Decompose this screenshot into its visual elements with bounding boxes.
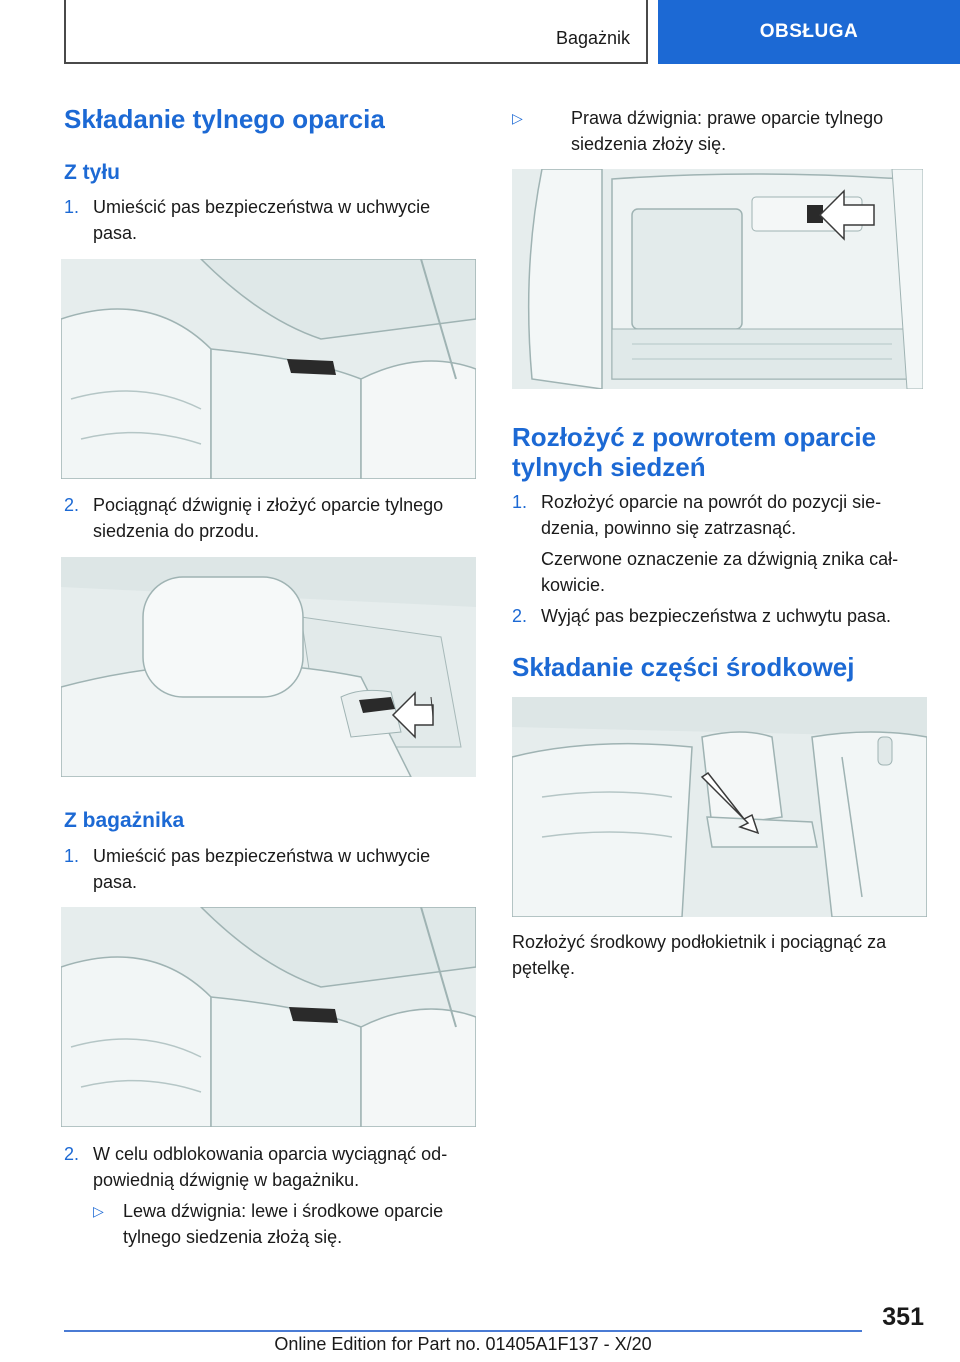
subheading-from-trunk: Z bagażnika (64, 809, 185, 832)
footer-edition: Online Edition for Part no. 01405A1F137 - X/20 (274, 1334, 652, 1354)
step-text: Umieścić pas bezpieczeństwa w uchwycie pasa. (93, 197, 431, 243)
bullet-triangle-icon: ▷ (93, 1203, 104, 1219)
step-number: 2. (64, 1144, 80, 1164)
step-1-rear (64, 194, 484, 246)
image-trunk-lever (512, 169, 923, 389)
step-number: 2. (512, 606, 528, 626)
subheading-from-rear: Z tyłu (64, 161, 120, 184)
step-text: Pociągnąć dźwignię i złożyć oparcie tylnego siedzenia do przodu. (93, 495, 444, 541)
bullet-left-lever (93, 1198, 483, 1250)
step-2-trunk (64, 1141, 484, 1193)
step-1-trunk (64, 843, 484, 895)
step-2-unfold (512, 603, 932, 629)
step-text: W celu odblokowania oparcia wyciągnąć od- powiednią dźwignię w bagażniku. (93, 1144, 448, 1190)
step-1-unfold (512, 489, 932, 541)
bullet-triangle-icon: ▷ (512, 110, 523, 126)
image-belt-holder-trunk (61, 907, 476, 1127)
footer-divider (64, 1330, 862, 1332)
step-number: 1. (64, 846, 80, 866)
step-text: Umieścić pas bezpieczeństwa w uchwycie pasa. (93, 846, 431, 892)
heading-unfold-backrest: Rozłożyć z powrotem oparcie tylnych siedzeń (512, 422, 877, 482)
header-section-title: Bagażnik (555, 28, 630, 48)
bullet-text: Prawa dźwignia: prawe oparcie tylnego siedzenia złoży się. (571, 108, 884, 154)
caption-center-armrest: Rozłożyć środkowy podłokietnik i pociągnąć za pętelkę. (512, 932, 887, 978)
image-center-armrest (512, 697, 927, 917)
step-text: Wyjąć pas bezpieczeństwa z uchwytu pasa. (541, 606, 892, 626)
image-lever-fold-seat (61, 557, 476, 777)
header-chapter-tab[interactable]: OBSŁUGA (658, 0, 960, 64)
step-text: Rozłożyć oparcie na powrót do pozycji sie- dzenia, powinno się zatrzasnąć. (541, 492, 882, 538)
step-2-rear (64, 492, 484, 544)
bullet-right-lever (512, 105, 932, 157)
step-number: 2. (64, 495, 80, 515)
heading-folding-backrest: Składanie tylnego oparcia (64, 104, 385, 134)
heading-fold-center: Składanie części środkowej (512, 652, 855, 682)
note-red-marker: Czerwone oznaczenie za dźwignią znika cał- kowicie. (541, 549, 899, 595)
step-number: 1. (64, 197, 80, 217)
bullet-text: Lewa dźwignia: lewe i środkowe oparcie tylnego siedzenia złożą się. (123, 1201, 444, 1247)
image-belt-holder-rear (61, 259, 476, 479)
page-number: 351 (882, 1303, 924, 1331)
step-number: 1. (512, 492, 528, 512)
